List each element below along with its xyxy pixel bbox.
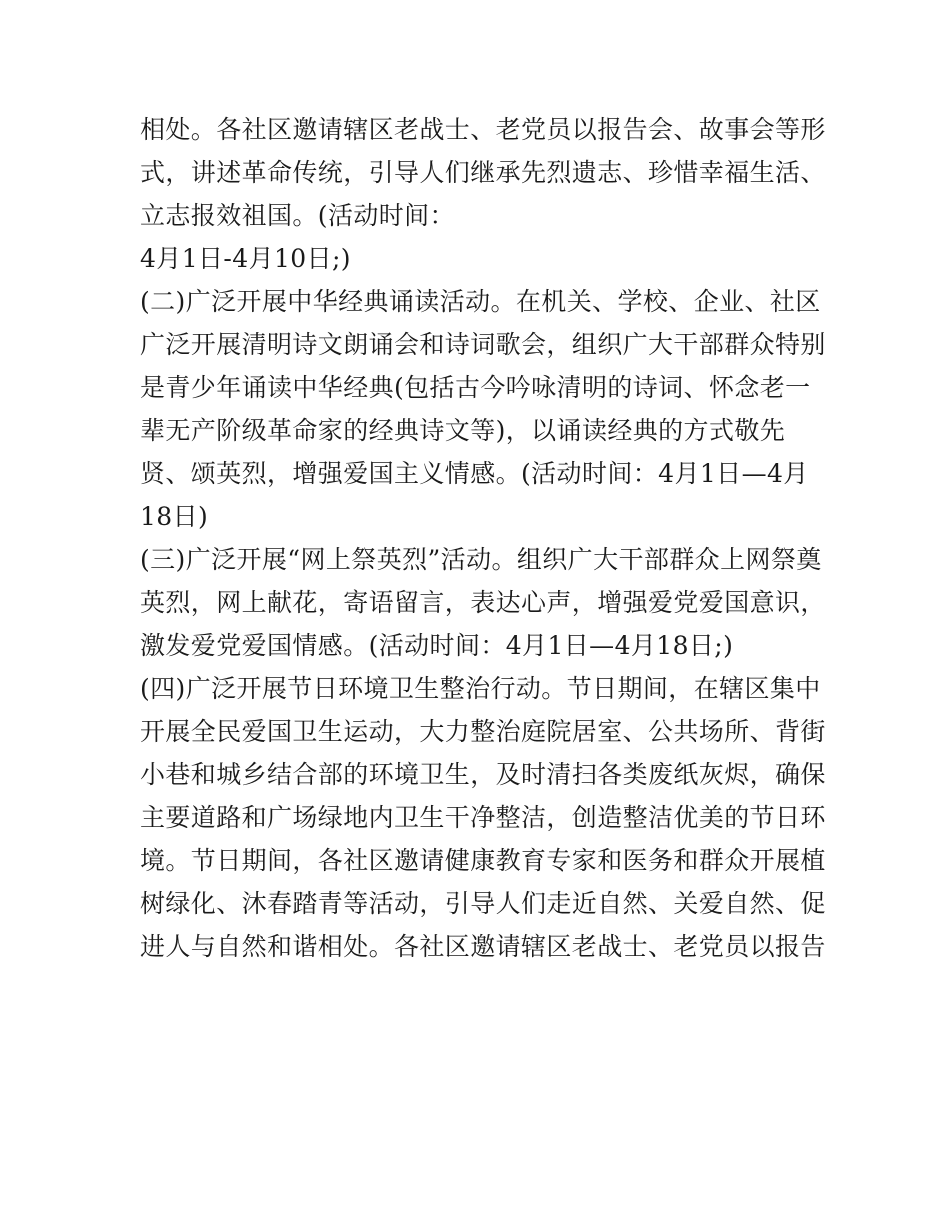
- text-line: 英烈，网上献花，寄语留言，表达心声，增强爱党爱国意识，: [140, 588, 826, 617]
- text-line: 辈无产阶级革命家的经典诗文等)，以诵读经典的方式敬先: [140, 416, 786, 445]
- text-line: 式，讲述革命传统，引导人们继承先烈遗志、珍惜幸福生活、: [140, 158, 826, 187]
- text-line: 进人与自然和谐相处。各社区邀请辖区老战士、老党员以报告: [140, 932, 826, 961]
- text-line: 立志报效祖国。(活动时间：: [140, 201, 455, 230]
- text-line: 树绿化、沐春踏青等活动，引导人们走近自然、关爱自然、促: [140, 889, 826, 918]
- document-body: [140, 108, 826, 968]
- text-line: 主要道路和广场绿地内卫生干净整洁，创造整洁优美的节日环: [140, 803, 826, 832]
- text-line: 相处。各社区邀请辖区老战士、老党员以报告会、故事会等形: [140, 115, 826, 144]
- text-line: 激发爱党爱国情感。(活动时间：4月1日—4月18日;): [140, 631, 734, 660]
- text-line: (四)广泛开展节日环境卫生整治行动。节日期间，在辖区集中: [140, 674, 821, 703]
- text-line: 小巷和城乡结合部的环境卫生，及时清扫各类废纸灰烬，确保: [140, 760, 826, 789]
- text-line: 开展全民爱国卫生运动，大力整治庭院居室、公共场所、背街: [140, 717, 826, 746]
- text-line: 贤、颂英烈，增强爱国主义情感。(活动时间：4月1日—4月: [140, 459, 809, 488]
- text-line: 广泛开展清明诗文朗诵会和诗词歌会，组织广大干部群众特别: [140, 330, 826, 359]
- text-line: 4月1日-4月10日;): [140, 244, 351, 273]
- text-line: 是青少年诵读中华经典(包括古今吟咏清明的诗词、怀念老一: [140, 373, 811, 402]
- text-line: (二)广泛开展中华经典诵读活动。在机关、学校、企业、社区: [140, 287, 821, 316]
- text-line: (三)广泛开展“网上祭英烈”活动。组织广大干部群众上网祭奠: [140, 545, 822, 574]
- text-line: 18日): [140, 502, 209, 531]
- text-line: 境。节日期间，各社区邀请健康教育专家和医务和群众开展植: [140, 846, 826, 875]
